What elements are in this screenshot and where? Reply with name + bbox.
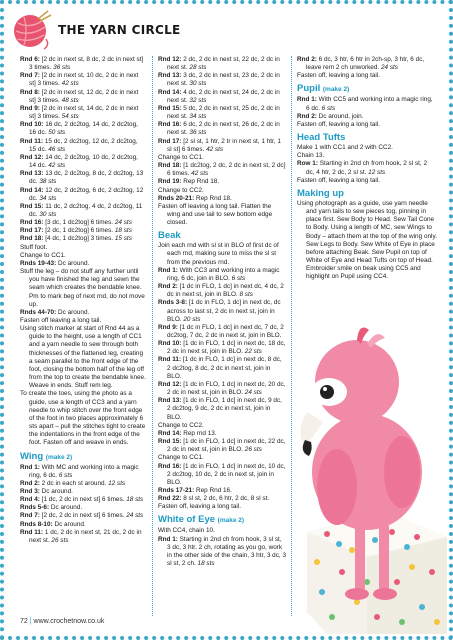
- column-1: [20, 56, 146, 545]
- eye-rows: [158, 527, 286, 568]
- stitch-count: 18 sts: [114, 227, 132, 235]
- row-label: Rnd 10:: [158, 340, 182, 348]
- stitch-count: 24 sts: [126, 512, 144, 520]
- row-label: Rnds 44-70:: [20, 308, 57, 316]
- row-label: Rnd 11:: [20, 528, 44, 536]
- row-text: Join each rnd with sl st in BLO of first dc of each rnd, making sure to miss the sl st from the previous rnd.: [158, 242, 279, 266]
- pattern-line: [158, 381, 286, 397]
- row-label: Rnd 15:: [158, 438, 182, 446]
- row-text: [2 sl st, 1 htr, 2 tr in next st, 1 htr, 1 sl st] 6 times.: [167, 137, 281, 153]
- row-label: Rnd 13:: [158, 72, 182, 80]
- row-text: [1 dc in FLO, 1 dc] in next dc, 20 dc, 2 dc in next st, join in BLO.: [167, 380, 286, 397]
- pattern-line: [297, 177, 437, 185]
- stitch-count: 34 sts: [189, 113, 207, 121]
- row-text: [1 dc in FLO, 1 dc] in next dc, dc across to last st, 2 dc in next st, join in BLO.: [167, 299, 281, 323]
- row-label: Rnd 15:: [20, 202, 44, 210]
- pattern-line: [158, 267, 286, 283]
- row-text: Change to CC2.: [158, 421, 204, 429]
- pattern-line: [158, 340, 286, 356]
- row-text: 14 dc, 2 dc2tog, 10 dc, 2 dc2tog, 14 dc.: [29, 153, 138, 170]
- row-text: 12 dc, 2 dc2tog, 6 dc, 2 dc2tog, 12 dc.: [29, 186, 144, 202]
- pattern-line: [158, 356, 286, 380]
- pattern-line: [20, 529, 146, 545]
- row-text: [4 dc, 1 dc2tog] 3 times.: [43, 235, 115, 243]
- stitch-count: 8 sts: [239, 291, 253, 299]
- row-label: Rnd 17:: [20, 227, 44, 235]
- row-text: Change to CC1.: [158, 153, 204, 161]
- flamingo-photo: [297, 322, 447, 634]
- row-label: Rnds 5-6:: [20, 504, 50, 512]
- row-text: Make 1 with CC1 and 2 with CC2.: [297, 144, 393, 152]
- column-3: [297, 56, 437, 281]
- stitch-count: 24 sts: [380, 64, 399, 72]
- pattern-line: [158, 487, 286, 495]
- pattern-line: [158, 187, 286, 195]
- row-label: Rnd 16:: [20, 219, 44, 227]
- pattern-line: [158, 242, 286, 266]
- pattern-line: [158, 299, 286, 323]
- row-label: Rnd 16:: [158, 462, 182, 470]
- pattern-line: [20, 219, 146, 227]
- pattern-line: [158, 324, 286, 340]
- pattern-line: [158, 178, 286, 186]
- row-text: With CC4, chain 10.: [158, 527, 215, 535]
- stitch-count: 6 sts: [231, 274, 246, 282]
- pattern-line: [158, 195, 286, 203]
- row-label: Rnd 1:: [297, 96, 317, 104]
- row-text: Rep Rnd 18.: [194, 194, 232, 202]
- pattern-line: [158, 105, 286, 121]
- row-text: Stuff foot.: [20, 243, 48, 251]
- pattern-line: [20, 325, 146, 390]
- row-text: To create the toes, using the photo as a guide, use a length of CC3 and a yarn needle to whip stitch over the front edge of the foot in two places approximately 6 sts apart – pull the stitches tight to create the indentations in the front edge of the foot. Fasten off and weave in ends.: [20, 390, 146, 447]
- row-text: Change to CC1.: [20, 251, 66, 259]
- making-up-text: [297, 200, 437, 282]
- stitch-count: 34 sts: [39, 194, 57, 202]
- row-label: Rnd 1:: [158, 266, 178, 274]
- stitch-count: 46 sts: [48, 145, 66, 153]
- pattern-line: [297, 121, 437, 129]
- row-text: [1 dc in FLO, 1 dc] in next dc, 18 dc, 2 dc in next st, join in BLO.: [167, 340, 286, 356]
- row-text: Chain 13.: [297, 152, 325, 160]
- stitch-count: 30 sts: [39, 210, 57, 218]
- row-label: Rnd 2:: [297, 112, 317, 120]
- row-text: 6 dc, 3 htr, 6 htr in 2ch-sp, 3 htr, 6 dc, leave rem 2 ch unworked.: [306, 56, 425, 72]
- stitch-count: 48 sts: [61, 96, 79, 104]
- pattern-line: [20, 154, 146, 170]
- row-text: With MC and working into a magic ring, 6 dc.: [29, 463, 139, 479]
- pattern-line: [20, 521, 146, 529]
- row-text: With CC5 and working into a magic ring, 6 dc.: [306, 96, 433, 112]
- row-text: Fasten off, leaving a long tail.: [297, 176, 381, 184]
- yarn-ball-icon: [10, 9, 52, 51]
- pattern-line: [158, 495, 286, 503]
- row-label: Rnd 18:: [158, 162, 182, 170]
- row-label: Rnds 3-8:: [158, 299, 188, 307]
- row-text: Fasten off leaving a long tail.: [20, 317, 102, 324]
- pattern-line: [297, 160, 437, 176]
- row-text: [1 dc in FLO, 1 dc] in next dc, 22 dc, 2 dc in next st, join in BLO.: [167, 438, 286, 454]
- pattern-line: [297, 72, 437, 80]
- row-label: Rnd 3:: [20, 487, 40, 495]
- pattern-line: [20, 187, 146, 203]
- stitch-count: 42 sts: [191, 170, 209, 178]
- pattern-line: [158, 503, 286, 511]
- pattern-line: [158, 121, 286, 137]
- row-text: [1 dc in FLO, 1 dc] in next dc, 9 dc, 2 dc2tog, 9 dc, 2 dc in next st, join in BLO.: [167, 397, 282, 421]
- row-text: [1 dc in FLO, 1 dc] in next dc, 8 dc, 2 dc2tog, 8 dc, 2 dc in next st, join in BLO.: [167, 356, 282, 380]
- page-header: [10, 8, 181, 52]
- stitch-count: 32 sts: [189, 96, 207, 104]
- row-text: 2 dc, 2 dc in next st, 22 dc, 2 dc in next st.: [167, 56, 280, 72]
- row-label: Rnd 6:: [20, 56, 40, 63]
- row-label: Rnd 18:: [20, 235, 44, 243]
- pattern-line: [20, 203, 146, 219]
- row-text: 6 dc, 2 dc in next st, 26 dc, 2 dc in next st.: [167, 121, 280, 137]
- pattern-line: [20, 227, 146, 235]
- stitch-count: 20 sts: [183, 315, 201, 323]
- row-text: Dc around.: [56, 308, 90, 316]
- pattern-line: [20, 121, 146, 137]
- row-text: 3 dc, 2 dc in next st, 23 dc, 2 dc in next st.: [167, 72, 280, 88]
- row-label: Rnd 14:: [158, 88, 182, 96]
- pattern-line: [20, 252, 146, 260]
- stitch-count: 26 sts: [244, 446, 262, 454]
- stitch-count: 6 sts: [321, 104, 336, 112]
- row-text: Rep Rnd 18.: [181, 178, 220, 186]
- stitch-count: 36 sts: [189, 129, 207, 137]
- pattern-line: [20, 317, 146, 325]
- section-title: THE YARN CIRCLE: [58, 23, 181, 37]
- pattern-line: [158, 89, 286, 105]
- row-text: Fasten off, leaving a long tail.: [158, 503, 242, 511]
- row-label: Rnd 2:: [20, 479, 40, 487]
- pattern-line: [20, 260, 146, 268]
- stitch-count: 42 sts: [206, 145, 224, 153]
- pupil-rows: [297, 96, 437, 129]
- row-text: 5 dc, 2 dc in next st, 25 dc, 2 dc in next st.: [167, 104, 280, 121]
- row-text: 16 dc, 2 dc2tog, 14 dc, 2 dc2tog, 16 dc.: [29, 121, 138, 137]
- section-heading-wing: Wing (make 2): [20, 450, 73, 462]
- row-text: Fasten off, leaving a long tail.: [297, 120, 381, 128]
- pattern-line: [20, 268, 146, 309]
- row-text: [3 dc, 1 dc2tog] 6 times.: [43, 219, 115, 227]
- pattern-line: [297, 113, 437, 121]
- row-text: Rep rnd 13.: [181, 429, 217, 437]
- pattern-line: [20, 480, 146, 488]
- row-text: 8 sl st, 2 dc, 6 htr, 2 dc, 8 sl st.: [181, 495, 270, 503]
- section-heading-tufts: Head Tufts: [297, 132, 346, 144]
- pattern-line: [158, 422, 286, 430]
- stitch-count: 15 sts: [114, 235, 132, 243]
- pattern-line: [20, 390, 146, 447]
- stitch-count: 12 sts: [108, 479, 126, 487]
- pattern-line: [297, 144, 437, 152]
- row-text: [1 dc in FLO, 1 dc] in next dc, 10 dc, 2 dc2tog, 10 dc, 2 dc in next st, join in BLO.: [167, 462, 286, 486]
- row-label: Rnd 12:: [20, 153, 44, 161]
- pattern-line: [20, 504, 146, 512]
- website-link: www.crochetnow.co.uk: [33, 618, 105, 625]
- stitch-count: 30 sts: [189, 80, 207, 88]
- row-text: Dc around.: [39, 487, 73, 495]
- pattern-line: [20, 464, 146, 480]
- row-label: Rnd 22:: [158, 495, 182, 503]
- row-text: [2 dc in next st, 12 dc, 2 dc in next st] 3 times.: [29, 88, 139, 104]
- row-text: [1 dc in FLO, 1 dc] in next dc, 4 dc, 2 dc in next st, join in BLO.: [167, 283, 284, 299]
- pattern-line: [20, 488, 146, 496]
- pattern-line: [20, 235, 146, 243]
- row-label: Rnd 8:: [20, 88, 40, 96]
- pattern-line: [158, 463, 286, 487]
- row-text: Starting in 2nd ch from hook, 2 sl st, 2 dc, 4 htr, 2 dc, 2 sl st.: [306, 160, 428, 176]
- pattern-line: [297, 96, 437, 112]
- pattern-line: [20, 309, 146, 317]
- column-divider: [152, 56, 153, 616]
- row-label: Rnds 20-21:: [158, 194, 195, 202]
- row-text: 1 dc, 2 dc in next st, 21 dc, 2 dc in next st.: [29, 528, 142, 544]
- row-label: Rnds 19-43:: [20, 259, 57, 267]
- row-label: Row 1:: [297, 160, 318, 168]
- stitch-count: 54 sts: [61, 113, 79, 121]
- stitch-count: 12 sts: [368, 168, 386, 176]
- pattern-line: [158, 454, 286, 462]
- pattern-line: [20, 512, 146, 520]
- pattern-line: [158, 527, 286, 535]
- row-text: [1 dc, 2 dc in next st] 6 times.: [39, 496, 127, 504]
- pattern-rows: [20, 56, 146, 448]
- row-label: Rnd 2:: [158, 283, 178, 291]
- row-text: Dc around.: [52, 520, 86, 528]
- row-label: Rnd 17:: [158, 137, 182, 145]
- stitch-count: 6 sts: [58, 471, 73, 479]
- stitch-count: 42 sts: [48, 162, 66, 170]
- pattern-line: [158, 283, 286, 299]
- pattern-line: [297, 152, 437, 160]
- pattern-line: [158, 203, 286, 227]
- row-label: Rnd 12:: [158, 56, 182, 63]
- row-text: 11 dc, 2 dc2tog, 4 dc, 2 dc2tog, 11 dc.: [29, 202, 143, 218]
- row-text: With CC3 and working into a magic ring, 6 dc, join in BLO.: [167, 266, 280, 282]
- stitch-count: 22 sts: [244, 348, 262, 356]
- row-text: Dc around.: [56, 259, 90, 267]
- pattern-rows: [158, 56, 286, 227]
- row-text: [1 dc in FLO, 1 dc] in next dc, 7 dc, 2 dc2tog, 7 dc, 2 dc in next st, join in BLO.: [167, 323, 284, 339]
- pattern-line: [20, 244, 146, 252]
- row-label: Rnds 8-10:: [20, 520, 53, 528]
- row-label: Rnd 1:: [158, 535, 178, 543]
- section-heading-making-up: Making up: [297, 187, 344, 199]
- row-text: Fasten off, leaving a long tail.: [297, 72, 381, 80]
- row-label: Rnd 19:: [158, 178, 182, 186]
- row-text: [1 dc2tog, 2 dc, 2 dc in next st, 2 dc] 6 times.: [167, 162, 286, 178]
- section-heading-pupil: Pupil (make 2): [297, 83, 350, 95]
- row-label: Rnd 15:: [158, 104, 182, 112]
- row-text: Rep Rnd 16.: [194, 486, 232, 494]
- row-label: Rnd 9:: [20, 104, 40, 112]
- row-label: Rnd 9:: [158, 323, 178, 331]
- pattern-line: [20, 170, 146, 186]
- row-text: Fasten off leaving a long tail. Flatten the wing and use tail to sew bottom edge closed.: [158, 202, 273, 227]
- stitch-count: 18 sts: [126, 496, 144, 504]
- pattern-line: [158, 397, 286, 421]
- tufts-rows: [297, 144, 437, 185]
- pattern-line: [20, 56, 146, 72]
- row-text: Starting in 2nd ch from hook, 3 sl st, 3 dc, 3 htr, 2 ch, rotating as you go, work in the other side of the chain, 3 htr, 3 dc, 3 sl st, 2 ch.: [167, 535, 287, 568]
- row-label: Rnd 11:: [158, 356, 182, 364]
- page-footer: 72 | www.crochetnow.co.uk: [20, 618, 105, 625]
- wing-rows: [20, 464, 146, 546]
- row-label: Rnd 7:: [20, 72, 40, 80]
- row-label: Rnd 1:: [20, 463, 40, 471]
- pattern-line: [20, 89, 146, 105]
- stitch-count: 26 sts: [51, 536, 69, 544]
- section-heading-eye: White of Eye (make 2): [158, 514, 245, 526]
- pattern-line: [158, 162, 286, 178]
- row-text: 13 dc, 2 dc2tog, 8 dc, 2 dc2tog, 13 dc.: [29, 170, 144, 186]
- row-label: Rnd 11:: [20, 137, 44, 145]
- stitch-count: 24 sts: [114, 219, 132, 227]
- pattern-line: [158, 72, 286, 88]
- pattern-line: [20, 105, 146, 121]
- pattern-line: [158, 138, 286, 154]
- row-label: Rnd 4:: [20, 496, 40, 504]
- stitch-count: 42 sts: [61, 80, 79, 88]
- row-text: [2 dc, 2 dc in next st] 6 times.: [39, 512, 127, 520]
- row-label: Rnd 16:: [158, 121, 182, 129]
- row-text: [2 dc, 1 dc2tog] 6 times.: [43, 227, 115, 235]
- stitch-count: 24 sts: [244, 389, 262, 397]
- row-text: Using photograph as a guide, use yarn needle and yarn tails to sew pieces tog, pinning in place first. Sew Body to Head. Sew Tail Cone to Body. Using a length of MC, sew Wings to Body – attach them at the top of the wing only. Sew Legs to Body. Sew White of Eye in place before attaching Beak. Sew Pupil on top of White of Eye and Head Tufts on top of Head. Embroider smile on beak using CC5 and highlight on Pupil using CC4.: [297, 199, 437, 281]
- row-text: 4 dc, 2 dc in next st, 24 dc, 2 dc in next st.: [167, 88, 280, 104]
- pattern-line: [20, 496, 146, 504]
- pattern-line: [158, 430, 286, 438]
- row-label: Rnd 2:: [297, 56, 317, 63]
- stitch-count: 50 sts: [48, 129, 66, 137]
- stitch-count: 36 sts: [53, 64, 71, 72]
- row-label: Rnd 14:: [158, 429, 182, 437]
- row-label: Rnd 10:: [20, 121, 44, 129]
- pattern-line: [158, 154, 286, 162]
- pattern-line: [158, 438, 286, 454]
- beak-rows: [158, 242, 286, 511]
- pattern-rows: [297, 56, 437, 80]
- row-text: Stuff the leg – do not stuff any further until you have finished the leg and sewn the seam which creates the bendable knee. Pm to mark beg of next rnd, do not move up.: [20, 268, 145, 308]
- pattern-line: [20, 72, 146, 88]
- row-text: [2 dc in next st, 10 dc, 2 dc in next st] 3 times.: [29, 72, 139, 88]
- row-text: Dc around.: [49, 504, 83, 512]
- page-number: 72: [20, 618, 28, 625]
- section-heading-beak: Beak: [158, 230, 181, 242]
- row-label: Rnd 13:: [158, 397, 182, 405]
- stitch-count: 38 sts: [39, 178, 57, 186]
- pattern-line: [297, 200, 437, 282]
- row-label: Rnd 13:: [20, 170, 44, 178]
- row-text: [2 dc in next st, 14 dc, 2 dc in next st] 3 times.: [29, 104, 139, 121]
- stitch-count: 28 sts: [189, 64, 207, 72]
- row-label: Rnds 17-21:: [158, 486, 195, 494]
- pattern-line: [158, 536, 286, 569]
- row-label: Rnd 7:: [20, 512, 40, 520]
- pattern-line: [20, 138, 146, 154]
- column-2: [158, 56, 286, 568]
- row-text: Dc around, join.: [316, 112, 364, 120]
- row-text: [2 dc in next st, 8 dc, 2 dc in next st] 3 times.: [29, 56, 144, 72]
- row-text: 15 dc, 2 dc2tog, 12 dc, 2 dc2tog, 15 dc.: [29, 137, 138, 153]
- row-text: Using stitch marker at start of Rnd 44 as a guide to the height, use a length of CC1 and a yarn needle to sew through both thicknesses of the flattened leg, creating a seam parallel to the front edge of the foot, closing the bottom half of the leg off from the top to create the bendable knee. Weave in ends. Stuff rem leg.: [20, 325, 146, 390]
- column-divider: [291, 56, 292, 616]
- row-text: Change to CC2.: [158, 186, 204, 194]
- stitch-count: 18 sts: [197, 560, 215, 568]
- row-text: 2 dc in each st around.: [39, 479, 109, 487]
- row-text: Change to CC1.: [158, 454, 204, 462]
- pattern-line: [158, 56, 286, 72]
- row-label: Rnd 14:: [20, 186, 44, 194]
- pattern-line: [297, 56, 437, 72]
- row-label: Rnd 12:: [158, 380, 182, 388]
